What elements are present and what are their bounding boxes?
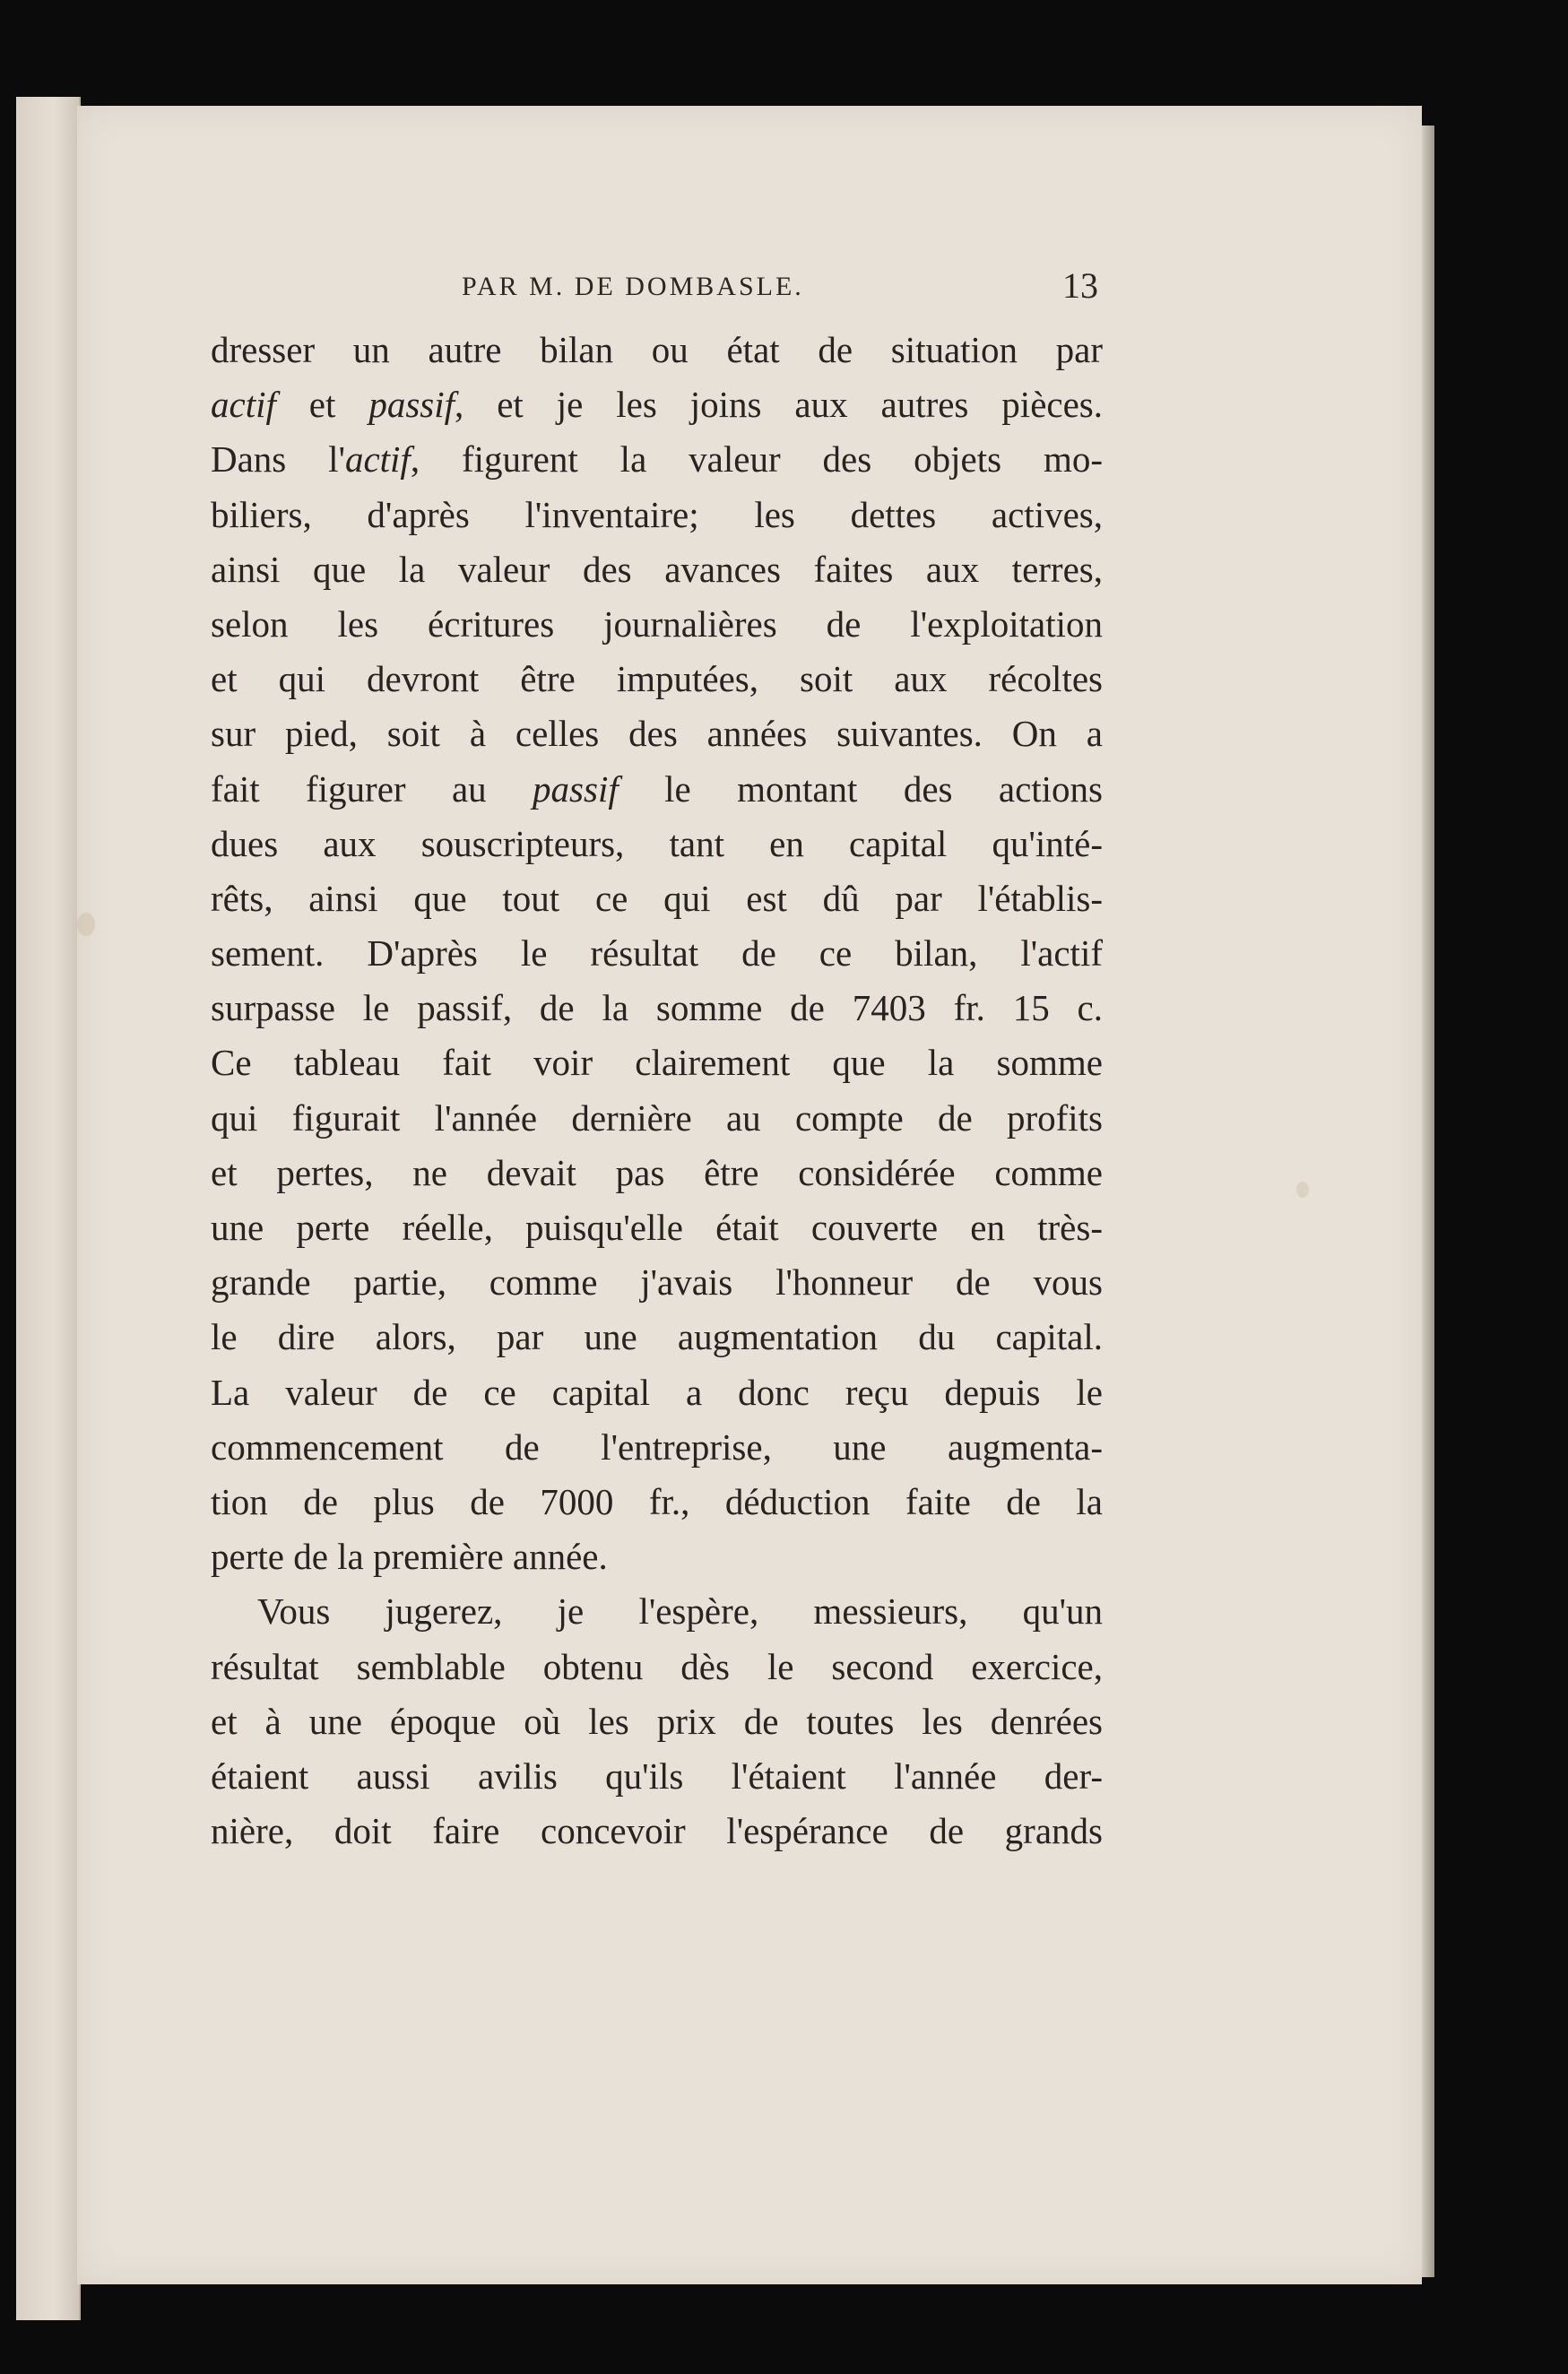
text-line: Ce tableau fait voir clairement que la somme [211,1042,1103,1084]
text-line: dues aux souscripteurs, tant en capital qu'inté- [211,822,1103,864]
text-line: biliers, d'après l'inventaire; les dettes actives, [211,493,1103,535]
text-line: selon les écritures journalières de l'exploitation [211,602,1103,645]
text-line [211,377,1103,432]
line-segment: le montant des actions [618,767,1103,810]
text-line: le dire alors, par une augmentation du capital. [211,1316,1103,1358]
page-number: 13 [1062,265,1098,306]
line-segment: , figurent la valeur des objets mo- [410,438,1103,481]
text-line: sement. D'après le résultat de ce bilan, l'actif [211,932,1103,975]
line-segment: Dans l' [211,438,345,481]
page-header [381,264,1098,309]
text-line: rêts, ainsi que tout ce qui est dû par l'établis- [211,877,1103,919]
text-line [211,762,1103,817]
italic-word: actif [344,438,411,481]
text-line: et à une époque où les prix de toutes les denrées [211,1700,1103,1742]
paragraph-end-line: perte de la première année. [211,1536,608,1578]
text-line: et pertes, ne devait pas être considérée comme [211,1151,1103,1193]
text-line: tion de plus de 7000 fr., déduction faite de la [211,1480,1103,1522]
foxing-spot [77,913,95,936]
paragraph-start-line: Vous jugerez, je l'espère, messieurs, qu'un [257,1590,1103,1633]
italic-word: actif [211,384,276,426]
line-segment: fait figurer au [211,767,533,810]
text-line: La valeur de ce capital a donc reçu depuis le [211,1371,1103,1413]
italic-word: passif [533,767,619,810]
text-line: sur pied, soit à celles des années suivantes. On a [211,713,1103,755]
text-line: dresser un autre bilan ou état de situation par [211,329,1103,370]
text-line: commencement de l'entreprise, une augmenta- [211,1425,1103,1468]
line-segment: , et je les joins aux autres pièces. [455,384,1104,426]
text-line [211,432,1103,487]
left-page-edge [16,97,81,2320]
line-segment: et [275,384,369,426]
text-line: surpasse le passif, de la somme de 7403 fr. 15 c. [211,987,1103,1029]
text-line: résultat semblable obtenu dès le second exercice, [211,1645,1103,1687]
right-page-edge [1422,126,1434,2277]
body-text [211,323,1103,1858]
text-line: ainsi que la valeur des avances faites aux terres, [211,548,1103,590]
text-line: une perte réelle, puisqu'elle était couverte en très- [211,1207,1103,1248]
text-line: étaient aussi avilis qu'ils l'étaient l'année der- [211,1755,1103,1797]
foxing-spot [1296,1182,1309,1198]
running-title: PAR M. DE DOMBASLE. [462,272,804,301]
text-line: et qui devront être imputées, soit aux récoltes [211,658,1103,700]
text-line: grande partie, comme j'avais l'honneur de vous [211,1261,1103,1304]
italic-word: passif [368,384,455,426]
text-line: nière, doit faire concevoir l'espérance de grands [211,1810,1103,1852]
text-line: qui figurait l'année dernière au compte de profits [211,1096,1103,1139]
